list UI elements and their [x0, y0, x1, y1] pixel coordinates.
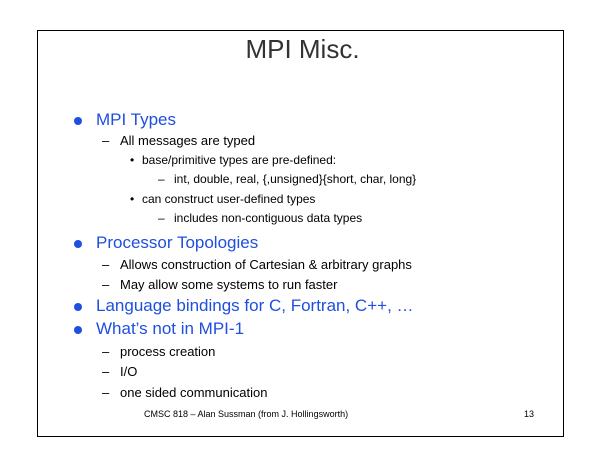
- bullet-not-in-mpi1: [96, 319, 244, 339]
- detail-primitive-types-list: [158, 172, 417, 187]
- subitem-label: Allows construction of Cartesian & arbitrary graphs: [120, 257, 412, 272]
- subitem-process-creation: [102, 344, 216, 360]
- dash-icon: –: [102, 364, 110, 379]
- small-bullet-icon: •: [130, 192, 135, 206]
- dash-icon: –: [158, 172, 165, 186]
- dash-icon: –: [102, 344, 110, 359]
- point-base-types: [130, 153, 337, 168]
- bullet-dot-icon: [74, 117, 82, 125]
- subitem-run-faster: [102, 277, 338, 293]
- point-label: can construct user-defined types: [142, 192, 316, 206]
- subitem-label: one sided communication: [120, 385, 268, 400]
- subitem-label: May allow some systems to run faster: [120, 277, 338, 292]
- small-bullet-icon: •: [130, 153, 135, 167]
- page-number: 13: [524, 409, 535, 419]
- dash-icon: –: [102, 133, 110, 148]
- subitem-label: I/O: [120, 364, 138, 379]
- subitem-label: All messages are typed: [120, 133, 256, 148]
- bullet-label: MPI Types: [96, 110, 176, 129]
- point-label: base/primitive types are pre-defined:: [142, 153, 337, 167]
- dash-icon: –: [102, 257, 110, 272]
- bullet-dot-icon: [74, 326, 82, 334]
- dash-icon: –: [102, 277, 110, 292]
- bullet-label: Language bindings for C, Fortran, C++, …: [96, 296, 414, 315]
- subitem-label: process creation: [120, 344, 216, 359]
- bullet-processor-topologies: [96, 233, 258, 253]
- detail-non-contiguous: [158, 211, 363, 226]
- subitem-cartesian-graphs: [102, 257, 412, 273]
- bullet-dot-icon: [74, 240, 82, 248]
- bullet-label: Processor Topologies: [96, 233, 259, 252]
- detail-label: int, double, real, {,unsigned}{short, char, long}: [174, 172, 417, 186]
- bullet-label: What’s not in MPI-1: [96, 319, 245, 338]
- subitem-io: [102, 364, 138, 380]
- bullet-mpi-types: [96, 110, 176, 130]
- subitem-all-messages-typed: [102, 133, 256, 149]
- dash-icon: –: [102, 385, 110, 400]
- detail-label: includes non-contiguous data types: [174, 211, 363, 225]
- dash-icon: –: [158, 211, 165, 225]
- subitem-one-sided: [102, 385, 268, 401]
- point-user-defined-types: [130, 192, 316, 207]
- bullet-language-bindings: [96, 296, 414, 316]
- bullet-dot-icon: [74, 303, 82, 311]
- slide-title: MPI Misc.: [245, 34, 360, 64]
- slide-footer: CMSC 818 – Alan Sussman (from J. Hollingsworth): [144, 409, 349, 419]
